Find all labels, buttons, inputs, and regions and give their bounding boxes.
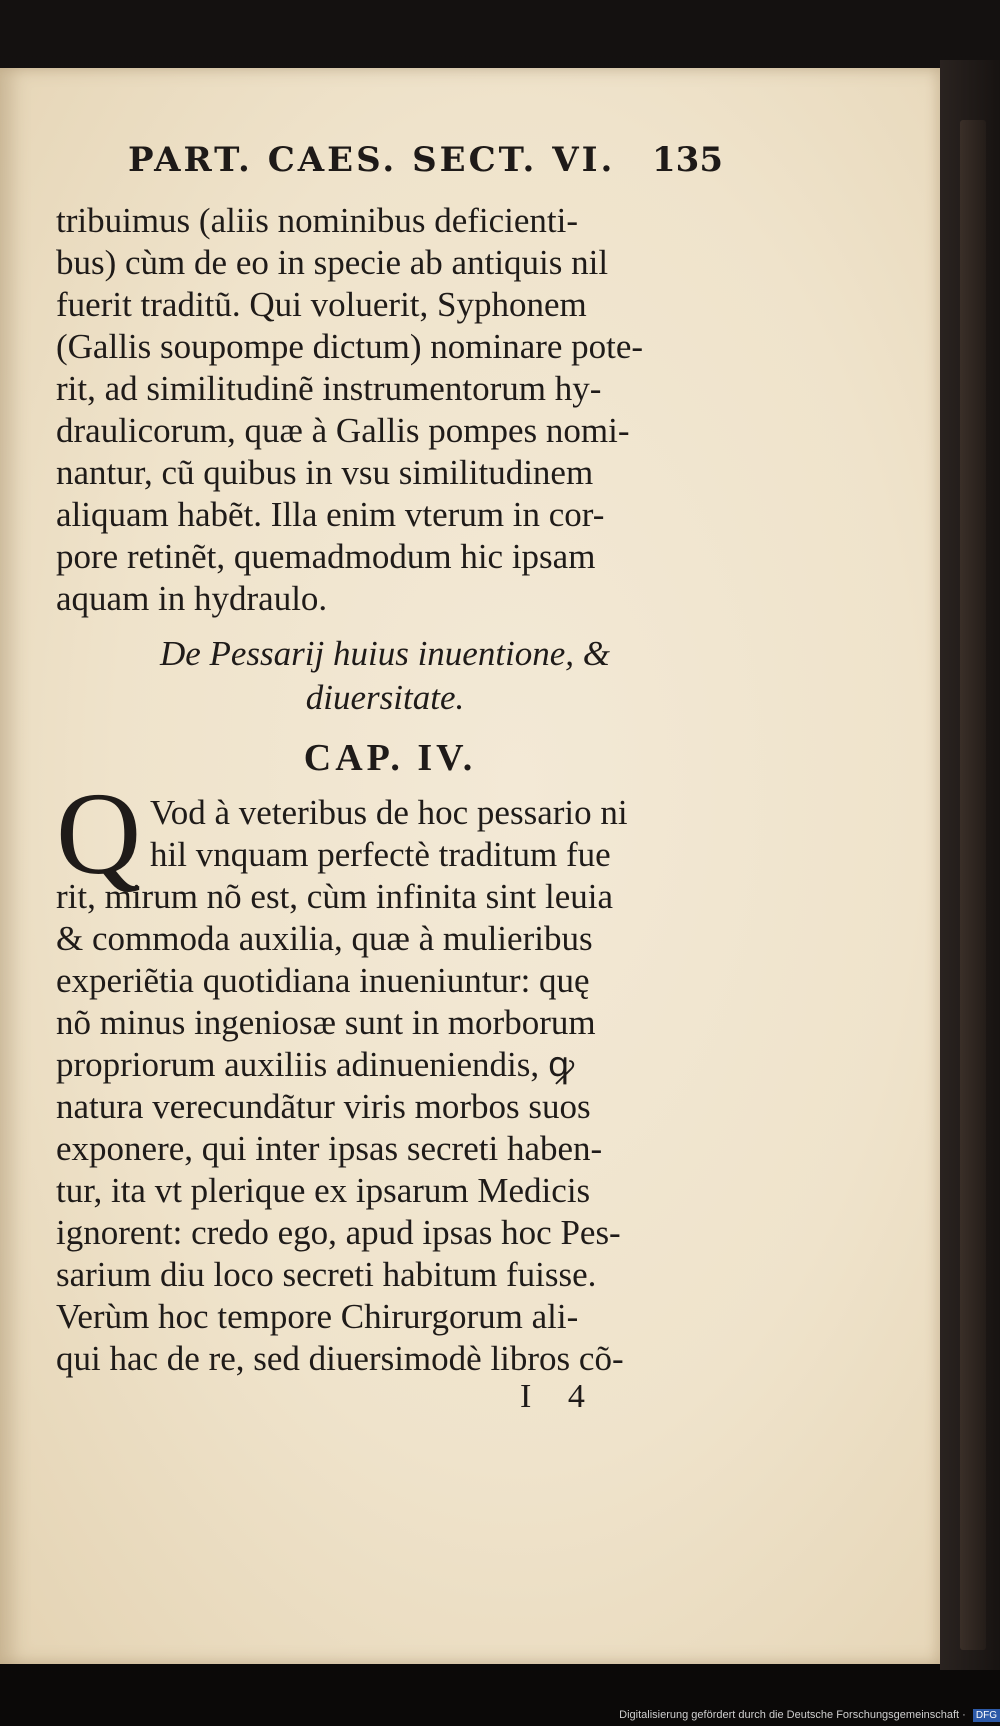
section-subtitle-line-1: De Pessarij huius inuentione, & xyxy=(159,634,611,673)
running-head: PART. CAES. SECT. VI. xyxy=(128,140,616,180)
text-block-main xyxy=(56,792,706,1380)
text-line: aliquam habẽt. Illa enim vterum in cor- xyxy=(56,495,605,534)
text-block-top xyxy=(56,200,706,620)
text-line: (Gallis soupompe dictum) nominare pote- xyxy=(56,327,644,366)
text-line: tur, ita vt plerique ex ipsarum Medicis xyxy=(56,1171,591,1210)
drop-cap-initial: Q xyxy=(56,768,142,899)
credit-text: Digitalisierung gefördert durch die Deutsche Forschungsgemeinschaft · xyxy=(619,1709,966,1721)
text-line: rit, mirum nõ est, cùm infinita sint leuia xyxy=(56,877,613,916)
text-line: ignorent: credo ego, apud ipsas hoc Pes- xyxy=(56,1213,621,1252)
digitization-credit xyxy=(588,1706,1000,1724)
text-line: exponere, qui inter ipsas secreti haben- xyxy=(56,1129,603,1168)
text-line: hil vnquam perfectè traditum fue xyxy=(150,835,611,874)
text-line: qui hac de re, sed diuersimodè libros cõ- xyxy=(56,1339,624,1378)
text-line: tribuimus (aliis nominibus deficienti- xyxy=(56,201,579,240)
text-line: natura verecundãtur viris morbos suos xyxy=(56,1087,591,1126)
text-line: & commoda auxilia, quæ à mulieribus xyxy=(56,919,593,958)
page-number: 135 xyxy=(652,140,723,180)
text-line: propriorum auxiliis adinueniendis, ꝙ xyxy=(56,1045,575,1084)
text-line: sarium diu loco secreti habitum fuisse. xyxy=(56,1255,597,1294)
dfg-logo[interactable]: DFG xyxy=(973,1709,1000,1722)
text-line: nantur, cũ quibus in vsu similitudinem xyxy=(56,453,594,492)
text-line: experiẽtia quotidiana inueniuntur: quę xyxy=(56,961,590,1000)
text-line: fuerit traditũ. Qui voluerit, Syphonem xyxy=(56,285,587,324)
text-line: bus) cùm de eo in specie ab antiquis nil xyxy=(56,243,609,282)
chapter-heading: CAP. IV. xyxy=(303,737,477,779)
text-line: Verùm hoc tempore Chirurgorum ali- xyxy=(56,1297,579,1336)
text-line: aquam in hydraulo. xyxy=(56,579,328,618)
text-line: draulicorum, quæ à Gallis pompes nomi- xyxy=(56,411,630,450)
signature-mark: I 4 xyxy=(520,1378,599,1415)
text-line: rit, ad similitudinẽ instrumentorum hy- xyxy=(56,369,602,408)
text-line: pore retinẽt, quemadmodum hic ipsam xyxy=(56,537,596,576)
text-line: Vod à veteribus de hoc pessario ni xyxy=(150,793,628,832)
text-line: nõ minus ingeniosæ sunt in morborum xyxy=(56,1003,596,1042)
section-subtitle-line-2: diuersitate. xyxy=(305,678,465,717)
book-spine-strip xyxy=(960,120,986,1650)
